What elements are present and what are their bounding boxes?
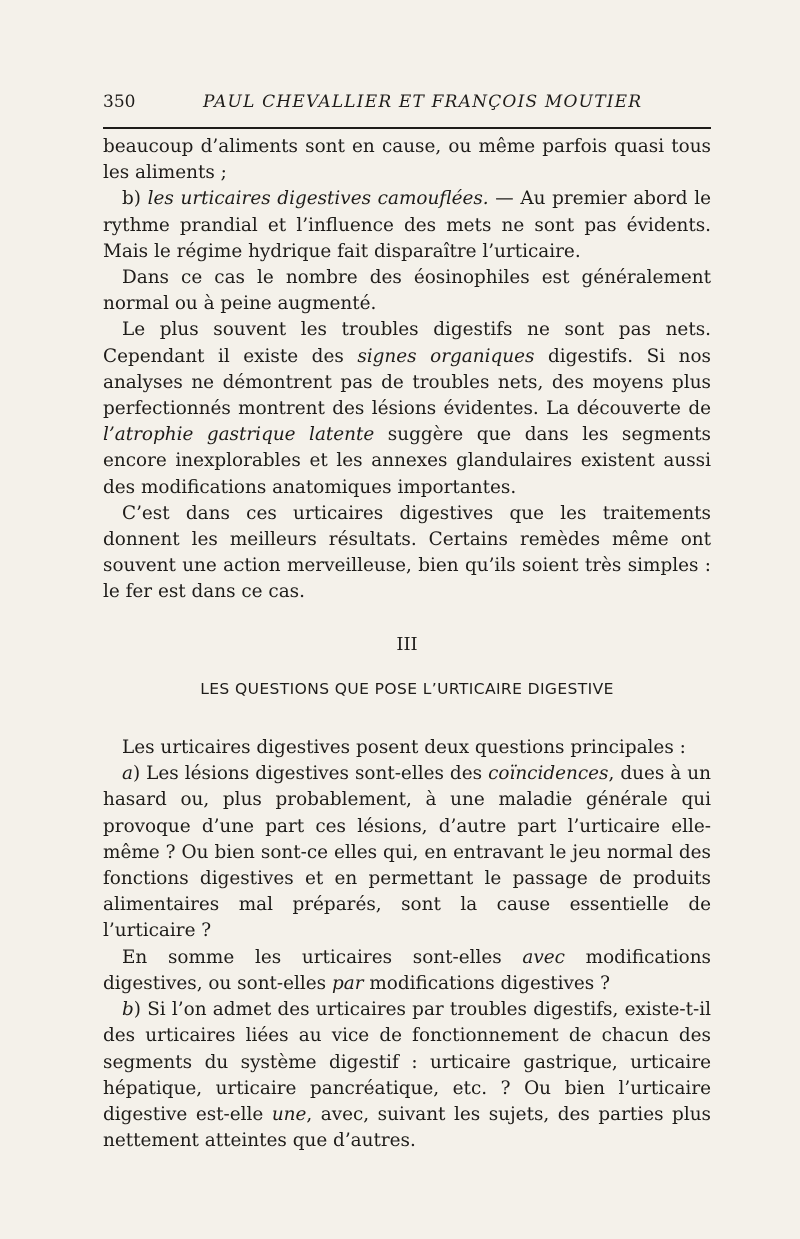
paragraph: Les urticaires digestives posent deux questions principales : — [122, 737, 686, 759]
section-number: III — [396, 633, 418, 655]
paragraph: beaucoup d’aliments sont en cause, ou même parfois quasi tous les aliments ; — [103, 136, 711, 184]
paragraph: a) Les lésions digestives sont-elles des coïncidences, dues à un hasard ou, plus probablement, à une maladie générale qui provoque d’une part ces lésions, d’autre part l’urticaire elle-même ? Ou bien sont-ce elles qui, en entravant le jeu normal des fonctions digestives et en permettant le passage de produits alimentaires mal préparés, sont la cause essentielle de l’urticaire ? — [103, 763, 711, 942]
header-rule — [103, 127, 711, 129]
paragraph: En somme les urticaires sont-elles avec modifications digestives, ou sont-elles par modifications digestives ? — [103, 946, 711, 994]
body-text — [103, 134, 711, 1154]
paragraph: C’est dans ces urticaires digestives que les traitements donnent les meilleurs résultats. Certains remèdes même ont souvent une action merveilleuse, bien qu’ils soient très simples : le fer est dans ce cas. — [103, 502, 711, 603]
paragraph: Dans ce cas le nombre des éosinophiles est généralement normal ou à peine augmenté. — [103, 267, 711, 315]
paragraph: Le plus souvent les troubles digestifs ne sont pas nets. Cependant il existe des signes organiques digestifs. Si nos analyses ne démontrent pas de troubles nets, des moyens plus perfectionnés montrent des lésions évidentes. La découverte de l’atrophie gastrique latente suggère que dans les segments encore inexplorables et les annexes glandulaires existent aussi des modifications anatomiques importantes. — [103, 319, 711, 498]
page-header — [103, 92, 711, 116]
running-head: PAUL CHEVALLIER ET FRANÇOIS MOUTIER — [203, 92, 643, 112]
page-number: 350 — [103, 92, 136, 112]
paragraph: b) Si l’on admet des urticaires par troubles digestifs, existe-t-il des urticaires liées au vice de fonctionnement de chacun des segments du système digestif : urticaire gastrique, urticaire hépatique, urticaire pancréatique, etc. ? Ou bien l’urticaire digestive est-elle une, avec, suivant les sujets, des parties plus nettement atteintes que d’autres. — [103, 999, 711, 1152]
paragraph: b) les urticaires digestives camouflées. — Au premier abord le rythme prandial et l’influence des mets ne sont pas évidents. Mais le régime hydrique fait disparaître l’urticaire. — [103, 188, 712, 262]
section-title: LES QUESTIONS QUE POSE L’URTICAIRE DIGESTIVE — [200, 679, 614, 698]
